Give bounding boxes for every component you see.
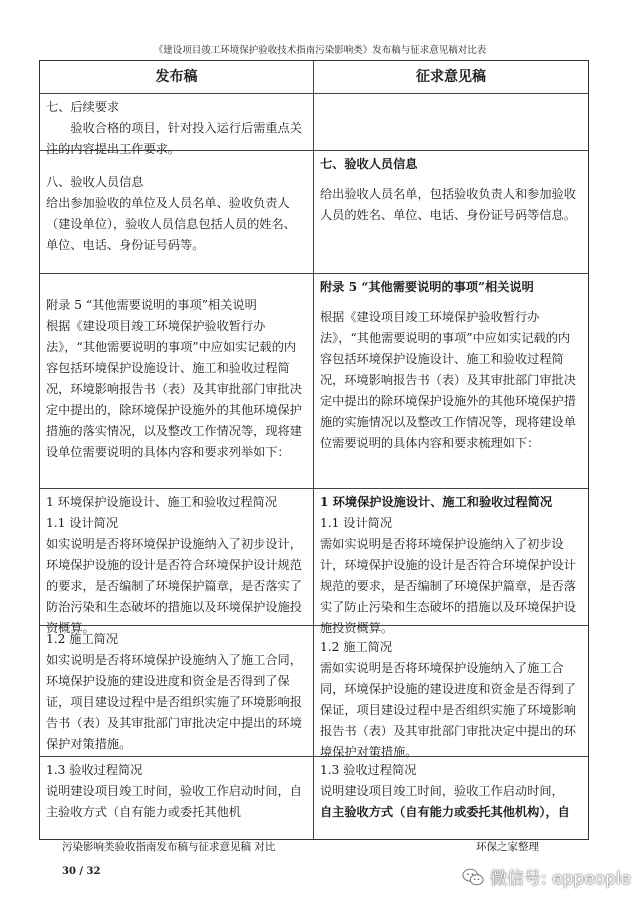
subsection-heading: 1.1 设计简况 bbox=[320, 516, 393, 530]
subsection-heading: 1.2 施工简况 bbox=[320, 640, 393, 654]
cell-left bbox=[40, 626, 314, 756]
footer-right-text: 环保之家整理 bbox=[476, 841, 539, 853]
footer-left-text: 污染影响类验收指南发布稿与征求意见稿 对比 bbox=[62, 841, 276, 853]
page-number: 30 / 32 bbox=[62, 866, 101, 877]
paragraph: 给出验收人员名单，包括验收负责人和参加验收人员的姓名、单位、电话、身份证号码等信息。 bbox=[320, 187, 576, 222]
cell-left bbox=[40, 94, 314, 156]
subsection-heading: 1.3 验收过程简况 bbox=[320, 763, 417, 777]
paragraph: 说明建设项目竣工时间，验收工作启动时间，自主验收方式（自有能力或委托其他机 bbox=[46, 784, 302, 819]
appendix-heading: 附录 5 “其他需要说明的事项”相关说明 bbox=[46, 298, 257, 312]
subsection-heading: 1.3 验收过程简况 bbox=[46, 763, 143, 777]
paragraph: 如实说明是否将环境保护设施纳入了初步设计，环境保护设施的设计是否符合环境保护设计规范的要求，是否编制了环境保护篇章，是否落实了防治污染和生态破坏的措施以及环境保护设施投资概算。 bbox=[46, 537, 302, 635]
table-row bbox=[40, 150, 588, 273]
table-row bbox=[40, 756, 588, 839]
section-heading: 1 环境保护设施设计、施工和验收过程简况 bbox=[320, 495, 553, 509]
paragraph: 验收合格的项目，针对投入运行后需重点关注的内容提出工作要求。 bbox=[46, 121, 302, 156]
table-header-row bbox=[40, 61, 588, 93]
cell-left bbox=[40, 757, 314, 839]
column-header-left: 发布稿 bbox=[40, 61, 314, 93]
watermark bbox=[462, 864, 631, 889]
cell-right bbox=[314, 626, 588, 759]
cell-right bbox=[314, 489, 588, 635]
cell-left bbox=[40, 489, 314, 635]
table-row bbox=[40, 488, 588, 635]
table-row bbox=[40, 625, 588, 759]
wechat-icon bbox=[462, 866, 484, 888]
document-header: 《建设项目竣工环境保护验收技术指南污染影响类》发布稿与征求意见稿对比表 bbox=[153, 45, 487, 56]
paragraph: 给出参加验收的单位及人员名单、验收负责人（建设单位），验收人员信息包括人员的姓名、单位、电话、身份证号码等。 bbox=[46, 196, 296, 252]
appendix-heading: 附录 5 “其他需要说明的事项”相关说明 bbox=[320, 280, 534, 294]
section-heading: 七、后续要求 bbox=[46, 100, 120, 114]
paragraph: 需如实说明是否将环境保护设施纳入了初步设计，环境保护设施的设计是否符合环境保护设计规范的要求，是否编制了环境保护篇章，是否落实了防止污染和生态破坏的措施以及环境保护设施投资概算。 bbox=[320, 537, 576, 635]
cell-right bbox=[314, 151, 588, 273]
cell-right bbox=[314, 94, 588, 150]
section-heading: 七、验收人员信息 bbox=[320, 157, 418, 171]
table-row bbox=[40, 273, 588, 488]
paragraph: 根据《建设项目竣工环境保护验收暂行办法》，“其他需要说明的事项”中应如实记载的内容包括环境保护设施设计、施工和验收过程简况，环境影响报告书（表）及其审批部门审批决定中提出的除环境保护设施外的其他环境保护措施的实施情况以及整改工作情况等，现将建设单位需要说明的具体内容和要求梳理如下： bbox=[320, 310, 576, 450]
column-header-right: 征求意见稿 bbox=[416, 69, 486, 85]
paragraph: 根据《建设项目竣工环境保护验收暂行办法》，“其他需要说明的事项”中应如实记载的内容包括环境保护设施设计、施工和验收过程简况，环境影响报告书（表）及其审批部门审批决定中提出的，除环境保护设施外的其他环境保护措施的落实情况，以及整改工作情况等，现将建设单位需要说明的具体内容和要求列举如下： bbox=[46, 319, 302, 459]
paragraph-bold: 自主验收方式（自有能力或委托其他机构），自 bbox=[320, 805, 570, 819]
paragraph: 如实说明是否将环境保护设施纳入了施工合同，环境保护设施的建设进度和资金是否得到了保证，项目建设过程中是否组织实施了环境影响报告书（表）及其审批部门审批决定中提出的环境保护对策措施。 bbox=[46, 653, 302, 751]
section-heading: 1 环境保护设施设计、施工和验收过程简况 bbox=[46, 495, 278, 509]
watermark-text: 微信号: eppeople bbox=[490, 869, 632, 889]
cell-left bbox=[40, 274, 314, 488]
paragraph: 需如实说明是否将环境保护设施纳入了施工合同，环境保护设施的建设进度和资金是否得到了保证，项目建设过程中是否组织实施了环境影响报告书（表）及其审批部门审批决定中提出的环境保护对策措施。 bbox=[320, 661, 576, 759]
cell-right bbox=[314, 757, 588, 839]
table-row bbox=[40, 93, 588, 156]
subsection-heading: 1.2 施工简况 bbox=[46, 632, 119, 646]
cell-left bbox=[40, 151, 314, 273]
section-heading: 八、验收人员信息 bbox=[46, 175, 144, 189]
paragraph: 说明建设项目竣工时间，验收工作启动时间， bbox=[320, 784, 564, 798]
subsection-heading: 1.1 设计简况 bbox=[46, 516, 119, 530]
cell-right bbox=[314, 274, 588, 488]
comparison-table bbox=[39, 60, 589, 840]
